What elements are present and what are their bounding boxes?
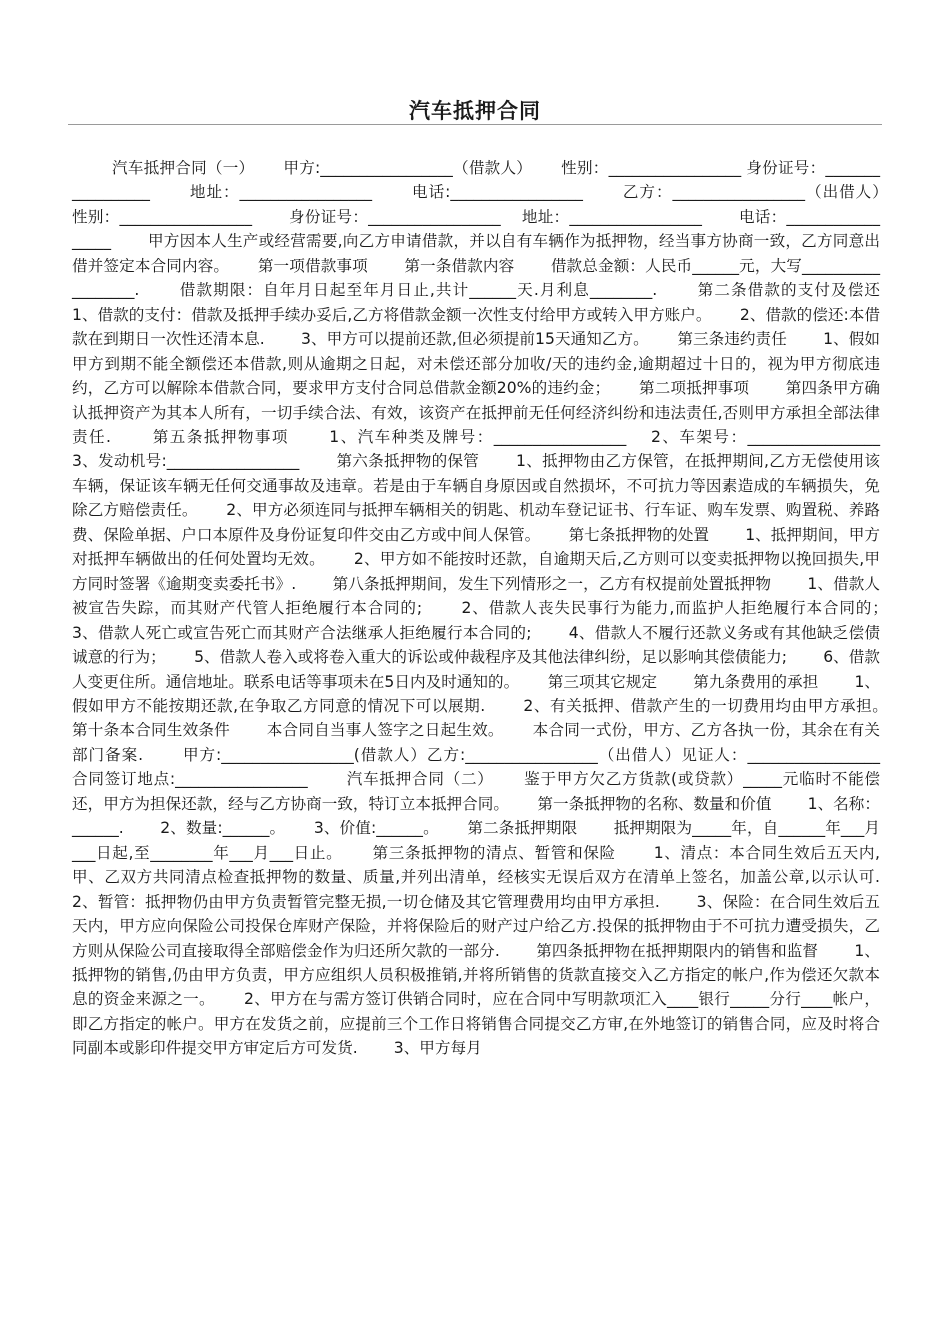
document-title: 汽车抵押合同	[409, 99, 541, 123]
contract-body-text: 汽车抵押合同（一） 甲方:_________________（借款人） 性别：_________________ 身份证号：_________________ 地址：_________________ 电话:_________________ 乙方：_________________（出借人） 性别：_________________ 身份证号：_________________ 地址：_________________ 电话：_________________ 甲方因本人生产或经营需要,向乙方申请借款，并以自有车辆作为抵押物，经当事方协商一致，乙方同意出借并签定本合同内容。 第一项借款事项 第一条借款内容 借款总金额：人民币______元，大写__________________. 借款期限：自年月日起至年月日止,共计______天.月利息________. 第二条借款的支付及偿还 1、借款的支付：借款及抵押手续办妥后,乙方将借款金额一次性支付给甲方或转入甲方账户。 2、借款的偿还:本借款在到期日一次性还清本息. 3、甲方可以提前还款,但必须提前15天通知乙方。 第三条违约责任 1、假如甲方到期不能全额偿还本借款,则从逾期之日起，对未偿还部分加收/天的违约金,逾期超过十日的，视为甲方彻底违约，乙方可以解除本借款合同，要求甲方支付合同总借款金额20%的违约金； 第二项抵押事项 第四条甲方确认抵押资产为其本人所有，一切手续合法、有效，该资产在抵押前无任何经济纠纷和违法责任,否则甲方承担全部法律责任. 第五条抵押物事项 1、汽车种类及牌号：_________________ 2、车架号：_________________ 3、发动机号:_________________ 第六条抵押物的保管 1、抵押物由乙方保管，在抵押期间,乙方无偿使用该车辆，保证该车辆无任何交通事故及违章。若是由于车辆自身原因或自然损坏，不可抗力等因素造成的车辆损失，免除乙方赔偿责任。 2、甲方必须连同与抵押车辆相关的钥匙、机动车登记证书、行车证、购车发票、购置税、养路费、保险单据、户口本原件及身份证复印件交由乙方或中间人保管。 第七条抵押物的处置 1、抵押期间，甲方对抵押车辆做出的任何处置均无效。 2、甲方如不能按时还款，自逾期天后,乙方则可以变卖抵押物以挽回损失,甲方同时签署《逾期变卖委托书》. 第八条抵押期间，发生下列情形之一，乙方有权提前处置抵押物 1、借款人被宣告失踪，而其财产代管人拒绝履行本合同的; 2、借款人丧失民事行为能力,而监护人拒绝履行本合同的； 3、借款人死亡或宣告死亡而其财产合法继承人拒绝履行本合同的; 4、借款人不履行还款义务或有其他缺乏偿债诚意的行为； 5、借款人卷入或将卷入重大的诉讼或仲裁程序及其他法律纠纷，足以影响其偿债能力; 6、借款人变更住所。通信地址。联系电话等事项未在5日内及时通知的。 第三项其它规定 第九条费用的承担 1、假如甲方不能按期还款,在争取乙方同意的情况下可以展期. 2、有关抵押、借款产生的一切费用均由甲方承担。 第十条本合同生效条件 本合同自当事人签字之日起生效。 本合同一式份，甲方、乙方各执一份，其余在有关部门备案. 甲方:_________________(借款人）乙方:_________________（出借人）见证人：_________________ 合同签订地点:_________________ 汽车抵押合同（二） 鉴于甲方欠乙方货款(或贷款）_____元临时不能偿还，甲方为担保还款，经与乙方协商一致，特订立本抵押合同。 第一条抵押物的名称、数量和价值 1、名称：______. 2、数量:______。 3、价值:______。 第二条抵押期限 抵押期限为_____年，自______年___月___日起,至________年___月___日止。 第三条抵押物的清点、暂管和保险 1、清点：本合同生效后五天内,甲、乙双方共同清点检查抵押物的数量、质量,并列出清单，经核实无误后双方在清单上签名，加盖公章,以示认可. 2、暂管：抵押物仍由甲方负责暂管完整无损,一切仓储及其它管理费用均由甲方承担. 3、保险：在合同生效后五天内，甲方应向保险公司投保仓库财产保险，并将保险后的财产过户给乙方.投保的抵押物由于不可抗力遭受损失，乙方则从保险公司直接取得全部赔偿金作为归还所欠款的一部分. 第四条抵押物在抵押期限内的销售和监督 1、抵押物的销售,仍由甲方负责，甲方应组织人员积极推销,并将所销售的货款直接交入乙方指定的帐户,作为偿还欠款本息的资金来源之一。 2、甲方在与需方签订供销合同时，应在合同中写明款项汇入____银行_____分行____帐户，即乙方指定的帐户。甲方在发货之前，应提前三个工作日将销售合同提交乙方审,在外地签订的销售合同，应及时将合同副本或影印件提交甲方审定后方可发货. 3、甲方每月	[72, 159, 917, 1058]
title-divider	[68, 124, 882, 125]
